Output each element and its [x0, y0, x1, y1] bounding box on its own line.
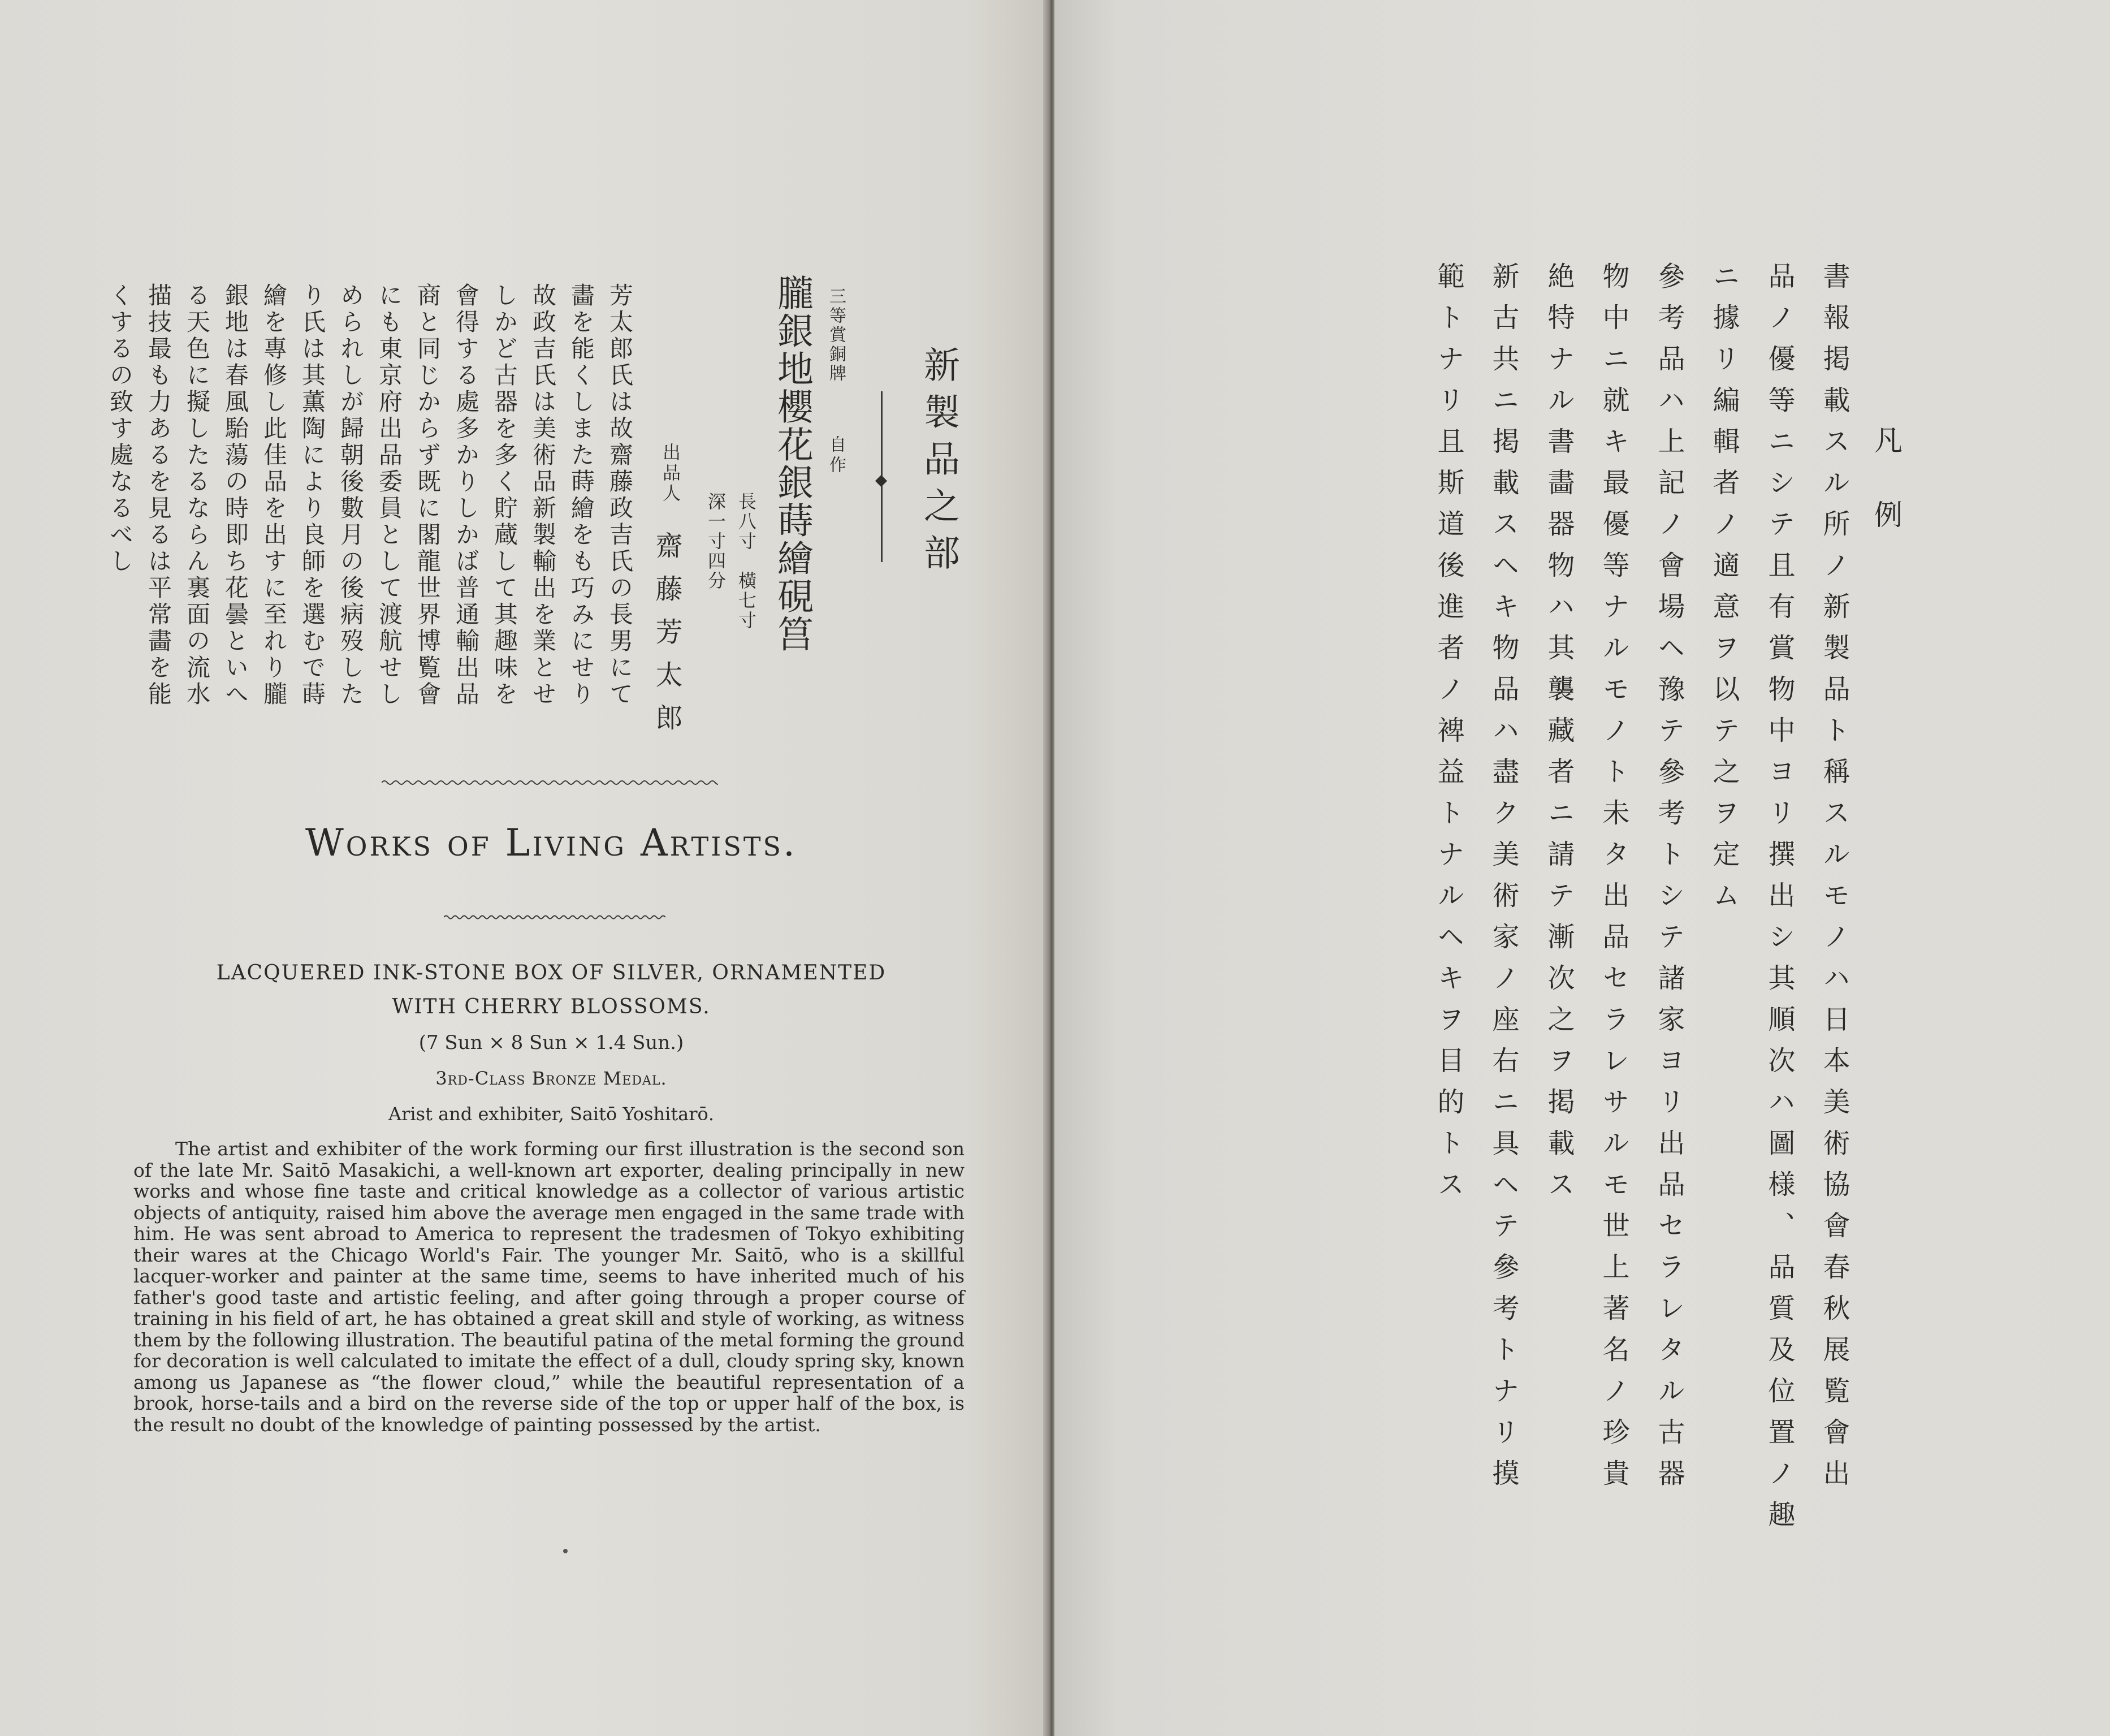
body-column: くするの致す處なるべし [106, 283, 134, 575]
english-paragraph: The artist and exhibiter of the work forming our first illustration is the second son of the late Mr. Saitō Masakichi, a well-known art exporter, dealing principally in new works and whose fine taste and critical knowledge as a collector of various artistic objects of antiquity, raised him above the average men engaged in the same trade with him. He was sent abroad to America to represent the tradesmen of Tokyo exhibiting their wares at the Chicago World's Fair. The younger Mr. Saitō, who is a skillful lacquer-worker and painter at the same time, seems to have inherited much of his father's good taste and artistic feeling, and after going through a proper course of training in his field of art, he has obtained a great skill and style of working, as witness them by the following illustration. The beautiful patina of the metal forming the ground for decoration is well calculated to imitate the effect of a dull, cloudy spring sky, known among us Japanese as “the flower cloud,” while the beautiful representation of a brook, horse-tails and a bird on the reverse side of the top or upper half of the box, is the result no doubt of the knowledge of painting possessed by the artist. [133, 1138, 965, 1436]
body-column: 商と同じからず既に閣龍世界博覧會 [414, 283, 442, 708]
english-medal: 3rd-Class Bronze Medal. [435, 1068, 667, 1089]
body-column: 故政吉氏は美術品新製輸出を業とせ [529, 283, 557, 708]
body-column: にも東京府出品委員として渡航せし [375, 283, 403, 708]
left-page [0, 0, 1049, 1736]
divider-ornament [875, 475, 887, 487]
exhibitor-label: 出品人 [660, 443, 681, 504]
notes-column: 書報掲載スル所ノ新製品ト稱スルモノハ日本美術協會春秋展覧會出 [1818, 262, 1850, 1500]
notes-column: ニ據リ編輯者ノ適意ヲ以テ之ヲ定ム [1708, 262, 1740, 922]
page-speck [563, 1549, 568, 1553]
body-column: 畵を能くしまた蒔繪をも巧みにせり [568, 283, 595, 708]
notes-column: 參考品ハ上記ノ會場ヘ豫テ參考トシテ諸家ヨリ出品セラレタル古器 [1653, 262, 1685, 1500]
english-artist: Arist and exhibiter, Saitō Yoshitarō. [388, 1103, 714, 1125]
body-column: められしが歸朝後數月の後病歿した [337, 283, 365, 708]
body-column: り氏は其薫陶により良師を選むで蒔 [299, 283, 326, 708]
notes-column: 物中ニ就キ最優等ナルモノト未タ出品セラレサルモ世上著名ノ珍貴 [1598, 262, 1629, 1500]
award-label: 三等賞銅牌 [826, 287, 846, 383]
notes-column: 品ノ優等ニシテ且有賞物中ヨリ撰出シ其順次ハ圖様、品質及位置ノ趣 [1763, 262, 1795, 1541]
body-column: しかど古器を多く貯蔵して其趣味を [491, 283, 518, 708]
notes-column: 新古共ニ掲載スヘキ物品ハ盡ク美術家ノ座右ニ具ヘテ參考トナリ摸 [1488, 262, 1519, 1500]
section-heading: 新製品之部 [918, 346, 959, 581]
english-heading: Works of Living Artists. [305, 821, 798, 865]
body-column: 銀地は春風駘蕩の時即ち花曇といへ [222, 283, 249, 708]
body-column: 芳太郎氏は故齋藤政吉氏の長男にて [606, 283, 634, 708]
english-title-line-2: WITH CHERRY BLOSSOMS. [392, 995, 711, 1018]
wavy-rule-lower [444, 914, 665, 921]
body-column: 繪を專修し此佳品を出すに至れり朧 [260, 283, 288, 708]
notes-heading: 凡例 [1870, 425, 1903, 575]
body-column: 描技最も力あるを見るは平常畵を能 [145, 283, 172, 708]
body-column: る天色に擬したるならん裏面の流水 [183, 283, 211, 708]
wavy-rule-upper [382, 779, 718, 786]
item-title: 朧銀地櫻花銀蒔繪硯筥 [771, 274, 813, 653]
self-made-label: 自作 [826, 435, 846, 476]
right-page [1054, 0, 2110, 1736]
english-dimensions: (7 Sun × 8 Sun × 1.4 Sun.) [418, 1031, 684, 1054]
body-column: 會得する處多かりしかば普通輸出品 [452, 283, 480, 708]
dimensions-line-2: 深一寸四分 [705, 492, 727, 591]
dimensions-line-1: 長八寸 橫七寸 [736, 492, 757, 631]
english-title-line-1: LACQUERED INK-STONE BOX OF SILVER, ORNAMENTED [216, 961, 887, 984]
exhibitor-name: 齋藤芳太郎 [651, 532, 682, 746]
notes-column: 範トナリ且斯道後進者ノ裨益トナルヘキヲ目的トス [1433, 262, 1464, 1211]
notes-column: 絶特ナル書畵器物ハ其襲藏者ニ請テ漸次之ヲ掲載ス [1543, 262, 1575, 1211]
